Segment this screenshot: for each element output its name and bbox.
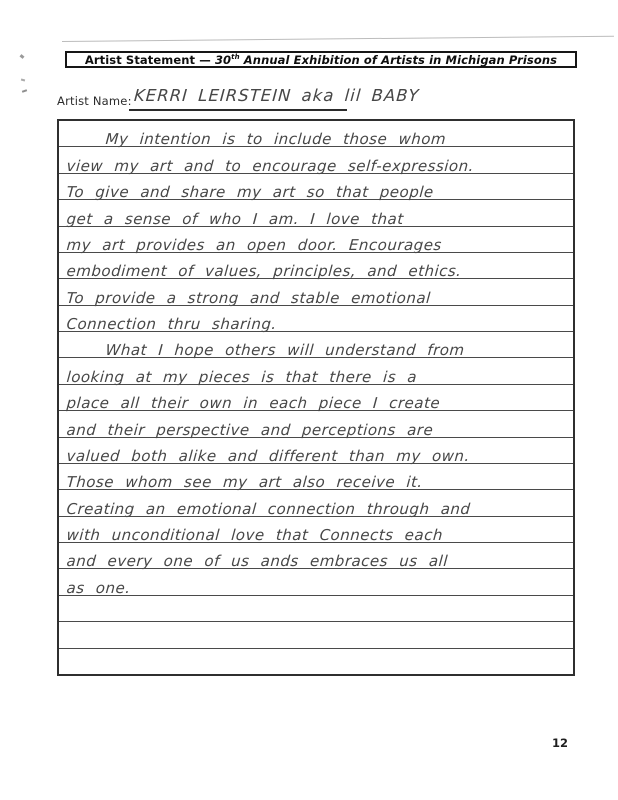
statement-line [59,411,573,437]
statement-line [59,174,573,200]
statement-line [59,385,573,411]
handwritten-text: valued both alike and different than my own. [66,446,471,465]
artist-name-handwriting: KERRI LEIRSTEIN aka lil BABY [133,86,421,105]
statement-line [59,227,573,253]
statement-line [59,649,573,674]
handwritten-text: and their perspective and perceptions are [66,420,434,439]
handwritten-text: To provide a strong and stable emotional [66,288,432,307]
scan-artifact [21,79,25,82]
form-title [85,53,557,67]
handwritten-text: looking at my pieces is that there is a [66,367,418,386]
form-title-box [65,51,577,68]
form-title-rest: Annual Exhibition of Artists in Michigan Prisons [239,52,558,67]
handwritten-text: Those whom see my art also receive it. [66,473,424,492]
handwritten-text: my art provides an open door. Encourages [66,235,443,254]
artist-name-label: Artist Name: [57,94,132,108]
handwritten-text: Connection thru sharing. [66,315,278,333]
statement-line [59,569,573,595]
statement-line [59,517,573,543]
handwritten-text: view my art and to encourage self-expression. [66,156,475,175]
statement-line [59,490,573,516]
handwritten-text: My intention is to include those whom [105,130,447,149]
statement-ruled-box [57,119,575,676]
statement-line [59,332,573,358]
form-title-prefix: Artist Statement — [84,52,215,67]
scan-artifact [22,89,27,93]
statement-line [59,438,573,464]
artist-name-underline [129,109,347,111]
statement-line [59,147,573,173]
statement-line [59,464,573,490]
statement-line [59,306,573,332]
handwritten-text: What I hope others will understand from [105,341,466,360]
form-title-number: 30 [214,52,232,67]
statement-line [59,543,573,569]
statement-line [59,121,573,147]
handwritten-text: with unconditional love that Connects each [66,526,444,544]
scan-artifact [20,54,25,59]
statement-line [59,358,573,384]
form-title-ordinal: th [231,52,240,61]
handwritten-text: and every one of us ands embraces us all [66,552,449,571]
statement-line [59,279,573,305]
statement-line [59,622,573,648]
handwritten-text: get a sense of who I am. I love that [66,209,405,228]
page-number: 12 [552,736,569,750]
handwritten-text: place all their own in each piece I create [66,394,441,413]
statement-line [59,200,573,226]
handwritten-text: To give and share my art so that people [66,183,435,202]
statement-line [59,253,573,279]
handwritten-text: Creating an emotional connection through and [66,499,472,518]
statement-line [59,596,573,622]
scan-artifact-line [62,36,614,42]
handwritten-text: as one. [66,578,132,597]
handwritten-text: embodiment of values, principles, and ethics. [66,262,463,281]
